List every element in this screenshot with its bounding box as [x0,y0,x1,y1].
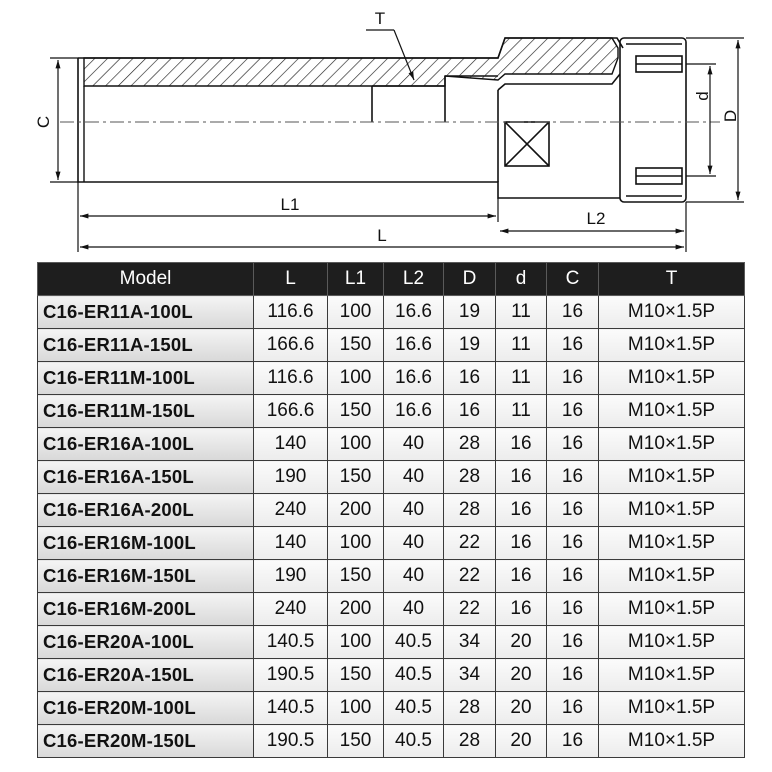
table-row [38,329,745,362]
value-cell: 100 [328,428,384,461]
value-cell: 16 [547,329,599,362]
value-cell: M10×1.5P [599,395,745,428]
value-cell: 16 [547,494,599,527]
collet-chuck-drawing [0,0,772,262]
table-row [38,626,745,659]
model-cell: C16-ER20A-150L [38,659,254,692]
label-D: D [721,109,740,123]
model-cell: C16-ER20A-100L [38,626,254,659]
value-cell: 34 [444,626,496,659]
value-cell: 40 [384,593,444,626]
value-cell: 11 [496,329,547,362]
value-cell: 40.5 [384,725,444,758]
table-row [38,296,745,329]
value-cell: M10×1.5P [599,692,745,725]
dim-d [686,64,716,176]
value-cell: 200 [328,593,384,626]
value-cell: 16 [496,527,547,560]
value-cell: 20 [496,692,547,725]
table-row [38,560,745,593]
value-cell: 240 [254,494,328,527]
model-cell: C16-ER16M-200L [38,593,254,626]
value-cell: 16 [547,461,599,494]
value-cell: 22 [444,527,496,560]
value-cell: 150 [328,395,384,428]
value-cell: 166.6 [254,329,328,362]
value-cell: 190.5 [254,659,328,692]
model-cell: C16-ER16A-100L [38,428,254,461]
value-cell: M10×1.5P [599,362,745,395]
value-cell: 16 [547,428,599,461]
model-cell: C16-ER11M-150L [38,395,254,428]
value-cell: 11 [496,395,547,428]
value-cell: M10×1.5P [599,461,745,494]
value-cell: 16 [496,494,547,527]
value-cell: M10×1.5P [599,494,745,527]
value-cell: 116.6 [254,296,328,329]
label-l2: L2 [586,209,606,228]
value-cell: 150 [328,659,384,692]
value-cell: M10×1.5P [599,593,745,626]
value-cell: 150 [328,560,384,593]
value-cell: 20 [496,626,547,659]
value-cell: 28 [444,494,496,527]
value-cell: 190 [254,560,328,593]
value-cell: 116.6 [254,362,328,395]
value-cell: 16 [547,362,599,395]
value-cell: 16.6 [384,329,444,362]
value-cell: 11 [496,296,547,329]
value-cell: 140 [254,428,328,461]
table-row [38,494,745,527]
value-cell: 100 [328,527,384,560]
value-cell: M10×1.5P [599,296,745,329]
value-cell: 16 [496,560,547,593]
value-cell: 28 [444,692,496,725]
value-cell: 34 [444,659,496,692]
value-cell: 40 [384,560,444,593]
value-cell: 150 [328,725,384,758]
value-cell: M10×1.5P [599,725,745,758]
value-cell: 16 [444,395,496,428]
value-cell: 190.5 [254,725,328,758]
column-header: L2 [384,263,444,296]
column-header: L1 [328,263,384,296]
model-cell: C16-ER20M-100L [38,692,254,725]
table-row [38,725,745,758]
value-cell: 100 [328,692,384,725]
value-cell: 28 [444,461,496,494]
column-header: Model [38,263,254,296]
value-cell: 16 [444,362,496,395]
label-d: d [693,91,712,101]
value-cell: 140 [254,527,328,560]
value-cell: 16 [547,659,599,692]
model-cell: C16-ER20M-150L [38,725,254,758]
table-row [38,692,745,725]
value-cell: 166.6 [254,395,328,428]
model-cell: C16-ER16M-100L [38,527,254,560]
wrench-flat [505,122,549,166]
value-cell: M10×1.5P [599,329,745,362]
label-l1: L1 [280,195,300,214]
table-row [38,362,745,395]
value-cell: 16 [547,626,599,659]
value-cell: M10×1.5P [599,659,745,692]
dim-c [50,58,78,182]
table-row [38,527,745,560]
value-cell: 16 [547,692,599,725]
value-cell: 40 [384,527,444,560]
value-cell: 140.5 [254,626,328,659]
value-cell: 40.5 [384,626,444,659]
value-cell: 100 [328,362,384,395]
column-header: T [599,263,745,296]
label-t: T [374,9,386,28]
value-cell: 100 [328,296,384,329]
value-cell: 40.5 [384,659,444,692]
value-cell: 16.6 [384,296,444,329]
value-cell: M10×1.5P [599,626,745,659]
value-cell: 22 [444,593,496,626]
value-cell: 20 [496,659,547,692]
value-cell: 16.6 [384,362,444,395]
value-cell: 16 [496,428,547,461]
value-cell: 150 [328,461,384,494]
value-cell: 200 [328,494,384,527]
value-cell: 16 [547,527,599,560]
value-cell: 16 [496,461,547,494]
value-cell: 16 [547,725,599,758]
table-row [38,659,745,692]
value-cell: 240 [254,593,328,626]
value-cell: 16 [496,593,547,626]
value-cell: 19 [444,296,496,329]
value-cell: 140.5 [254,692,328,725]
collet-nut [620,38,686,202]
hatched-section [84,38,618,86]
table-row [38,461,745,494]
value-cell: 16 [547,395,599,428]
value-cell: 16.6 [384,395,444,428]
value-cell: 100 [328,626,384,659]
value-cell: 40.5 [384,692,444,725]
table-row [38,593,745,626]
model-cell: C16-ER11A-150L [38,329,254,362]
table-row [38,395,745,428]
table-header-row [38,263,745,296]
value-cell: 11 [496,362,547,395]
value-cell: 16 [547,560,599,593]
table-row [38,428,745,461]
label-l: L [377,226,387,245]
model-cell: C16-ER16A-150L [38,461,254,494]
label-c: C [34,115,53,129]
value-cell: 22 [444,560,496,593]
spec-table [37,262,745,758]
value-cell: M10×1.5P [599,560,745,593]
column-header: D [444,263,496,296]
value-cell: 150 [328,329,384,362]
value-cell: 16 [547,296,599,329]
value-cell: 16 [547,593,599,626]
model-cell: C16-ER16M-150L [38,560,254,593]
value-cell: 28 [444,428,496,461]
value-cell: 40 [384,494,444,527]
value-cell: 28 [444,725,496,758]
value-cell: 19 [444,329,496,362]
column-header: d [496,263,547,296]
model-cell: C16-ER16A-200L [38,494,254,527]
value-cell: 40 [384,461,444,494]
column-header: L [254,263,328,296]
value-cell: M10×1.5P [599,527,745,560]
value-cell: M10×1.5P [599,428,745,461]
model-cell: C16-ER11M-100L [38,362,254,395]
value-cell: 20 [496,725,547,758]
column-header: C [547,263,599,296]
value-cell: 40 [384,428,444,461]
value-cell: 190 [254,461,328,494]
model-cell: C16-ER11A-100L [38,296,254,329]
